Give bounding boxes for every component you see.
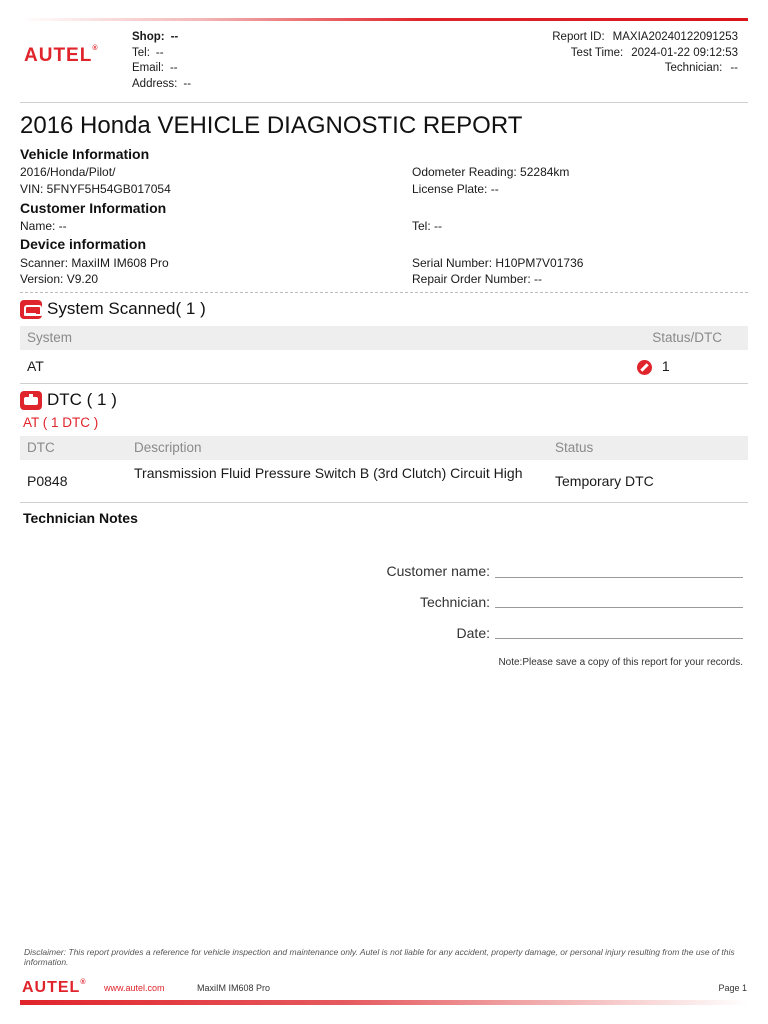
col-system: System [27,330,73,345]
odometer-reading: Odometer Reading: 52284km [412,165,570,179]
shop-info [132,30,191,92]
date-label: Date: [456,625,490,641]
customer-name-label: Customer name: [386,563,490,579]
page-number: Page 1 [718,983,747,993]
report-id-row: Report ID: MAXIA20240122091253 [552,31,738,43]
autel-logo: AUTEL® [24,45,98,66]
system-scanned-heading: System Scanned( 1 ) [20,299,206,319]
vehicle-info-heading: Vehicle Information [20,146,150,162]
customer-name: Name: -- [20,219,67,233]
save-copy-note: Note:Please save a copy of this report for your records. [498,657,743,668]
dtc-group-label: AT ( 1 DTC ) [23,415,99,430]
dtc-code: P0848 [27,473,68,489]
vehicle-model: 2016/Honda/Pilot/ [20,165,116,179]
technician-line[interactable] [495,607,743,608]
table-row[interactable] [20,350,748,384]
test-time-row: Test Time: 2024-01-22 09:12:53 [570,46,738,59]
report-meta [552,30,738,77]
system-table-header [20,326,748,350]
device-info-heading: Device information [20,236,147,252]
table-row[interactable] [20,460,748,503]
scanner-name: Scanner: MaxiIM IM608 Pro [20,256,169,270]
date-line[interactable] [495,638,743,639]
col-status-dtc: Status/DTC [652,330,722,345]
system-name: AT [27,358,44,374]
section-divider [20,292,748,293]
wrench-icon [637,360,652,375]
footer-model: MaxiIM IM608 Pro [197,983,271,993]
dtc-count: 1 [637,358,670,375]
engine-icon [20,391,42,410]
customer-tel: Tel: -- [412,219,442,233]
technician-row: Technician: -- [664,62,738,74]
disclaimer-text: Disclaimer: This report provides a reference for vehicle inspection and maintenance only. Autel is not liable for any accident, property damage, or personal injury resulting from the use of this information. [24,947,735,967]
customer-info-heading: Customer Information [20,200,167,216]
license-plate: License Plate: -- [412,182,499,196]
shop-row: Shop: -- [132,31,179,43]
dtc-heading: DTC ( 1 ) [20,390,117,410]
shop-tel-row: Tel: -- [132,46,164,59]
dtc-table-header [20,436,748,460]
vehicle-vin: VIN: 5FNYF5H54GB017054 [20,182,171,196]
col-status: Status [555,440,594,455]
repair-order-number: Repair Order Number: -- [412,272,543,286]
serial-number: Serial Number: H10PM7V01736 [412,256,584,270]
header-divider [20,102,748,103]
report-title: 2016 Honda VEHICLE DIAGNOSTIC REPORT [20,112,523,139]
col-description: Description [134,440,202,455]
shop-address-row: Address: -- [132,77,192,90]
shop-email-row: Email: -- [132,62,178,74]
footer-accent-bar [20,1000,748,1005]
col-dtc: DTC [27,440,55,455]
customer-name-line[interactable] [495,577,743,578]
website-link[interactable]: www.autel.com [104,983,165,993]
dtc-status: Temporary DTC [555,473,654,489]
header-accent-bar [20,18,748,21]
software-version: Version: V9.20 [20,272,99,286]
autel-footer-logo: AUTEL® [22,979,86,996]
dtc-description: Transmission Fluid Pressure Switch B (3rd Clutch) Circuit High [134,465,523,481]
technician-notes-heading: Technician Notes [23,510,138,526]
car-icon [20,300,42,319]
technician-label: Technician: [419,594,490,610]
